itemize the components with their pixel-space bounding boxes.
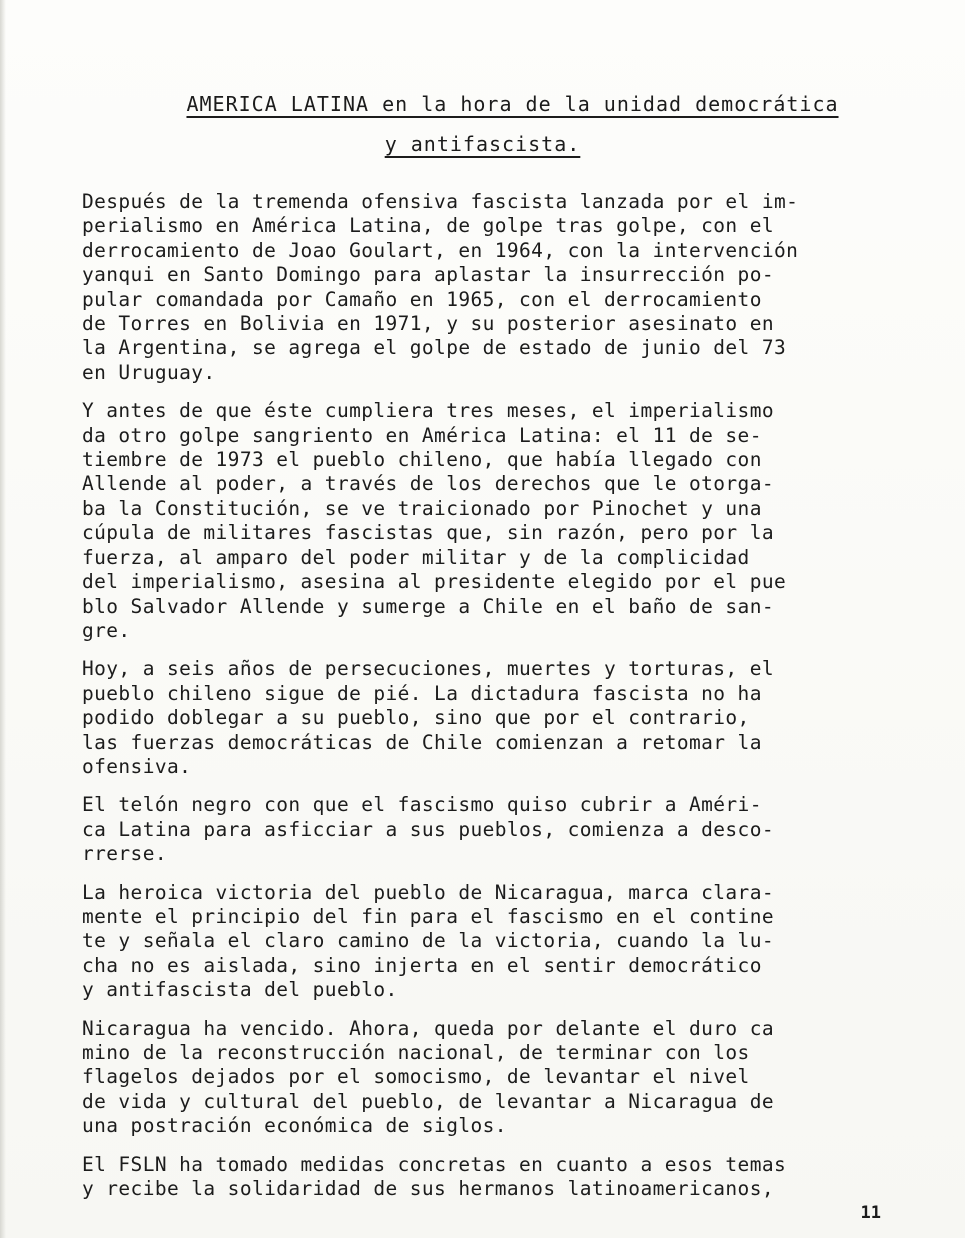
text-line: perialismo en América Latina, de golpe tras golpe, con el [82, 214, 774, 238]
text-line: El FSLN ha tomado medidas concretas en cuanto a esos temas [82, 1152, 787, 1176]
paragraph [82, 657, 922, 779]
text-line: cúpula de militares fascistas que, sin razón, pero por la [82, 521, 774, 545]
text-line: blo Salvador Allende y sumerge a Chile en el baño de san- [82, 594, 774, 618]
text-line: una postración económica de siglos. [82, 1114, 507, 1138]
paragraph [82, 1153, 922, 1202]
text-line: pueblo chileno sigue de pié. La dictadura fascista no ha [82, 681, 762, 705]
paragraph [82, 1017, 922, 1139]
text-line: y recibe la solidaridad de sus hermanos latinoamericanos, [82, 1177, 774, 1201]
text-line: Nicaragua ha vencido. Ahora, queda por delante el duro ca [82, 1016, 774, 1040]
text-line: en Uruguay. [82, 360, 216, 384]
text-line: las fuerzas democráticas de Chile comienzan a retomar la [82, 730, 762, 754]
text-line: La heroica victoria del pueblo de Nicaragua, marca clara- [82, 880, 774, 904]
text-line: la Argentina, se agrega el golpe de estado de junio del 73 [82, 336, 787, 360]
title-text-2: y antifascista. [384, 132, 581, 156]
title-line-2 [0, 132, 965, 156]
text-line: Después de la tremenda ofensiva fascista lanzada por el im- [82, 190, 799, 213]
title-text-1: AMERICA LATINA en la hora de la unidad democrática [186, 92, 839, 116]
text-line: del imperialismo, asesina al presidente elegido por el pue [82, 570, 787, 594]
text-line: mino de la reconstrucción nacional, de terminar con los [82, 1041, 750, 1064]
text-line: ca Latina para asficciar a sus pueblos, comienza a desco- [82, 817, 774, 841]
paragraph [82, 793, 922, 866]
text-line: da otro golpe sangriento en América Latina: el 11 de se- [82, 423, 762, 447]
paragraph [82, 881, 922, 1003]
text-line: y antifascista del pueblo. [82, 978, 398, 1002]
text-line: Y antes de que éste cumpliera tres meses, el imperialismo [82, 399, 774, 423]
title-line-1 [0, 92, 965, 116]
text-line: mente el principio del fin para el fascismo en el contine [82, 904, 774, 928]
text-line: cha no es aislada, sino injerta en el sentir democrático [82, 953, 762, 977]
text-line: derrocamiento de Joao Goulart, en 1964, con la intervención [82, 238, 799, 262]
text-line: pular comandada por Camaño en 1965, con el derrocamiento [82, 287, 762, 311]
text-line: rrerse. [82, 842, 167, 866]
text-line: yanqui en Santo Domingo para aplastar la insurrección po- [82, 263, 774, 287]
text-line: El telón negro con que el fascismo quiso cubrir a Améri- [82, 793, 762, 817]
text-line: fuerza, al amparo del poder militar y de la complicidad [82, 545, 750, 569]
text-line: de Torres en Bolivia en 1971, y su posterior asesinato en [82, 312, 774, 336]
text-line: te y señala el claro camino de la victoria, cuando la lu- [82, 929, 774, 953]
text-line: podido doblegar a su pueblo, sino que por el contrario, [82, 706, 750, 730]
text-line: flagelos dejados por el somocismo, de levantar el nivel [82, 1065, 750, 1089]
document-body [82, 190, 922, 1215]
text-line: Hoy, a seis años de persecuciones, muertes y torturas, el [82, 657, 774, 681]
paragraph [82, 190, 922, 385]
page-number: 11 [860, 1203, 881, 1223]
paragraph [82, 399, 922, 643]
text-line: ba la Constitución, se ve traicionado por Pinochet y una [82, 496, 762, 520]
page-edge-shadow [0, 0, 6, 1238]
text-line: tiembre de 1973 el pueblo chileno, que había llegado con [82, 448, 762, 472]
text-line: gre. [82, 618, 131, 642]
text-line: Allende al poder, a través de los derechos que le otorga- [82, 472, 774, 496]
text-line: de vida y cultural del pueblo, de levantar a Nicaragua de [82, 1089, 774, 1113]
text-line: ofensiva. [82, 754, 192, 778]
